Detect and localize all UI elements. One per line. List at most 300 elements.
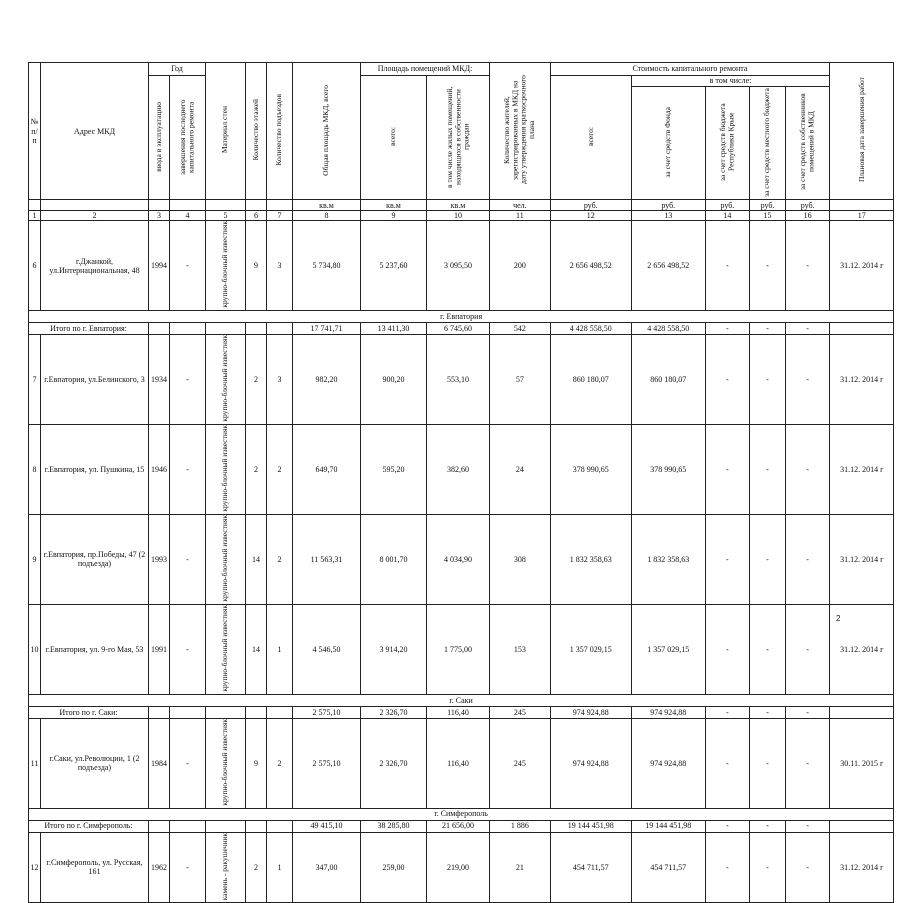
column-number: 4	[170, 211, 206, 221]
wall-material-cell-text: крупно-блочный известняк	[220, 425, 230, 512]
row-number-cell	[29, 514, 41, 604]
cost-total-cell	[550, 221, 631, 311]
residents-cell	[490, 221, 551, 311]
total-label-text: Итого по г. Симферополь:	[44, 821, 133, 831]
row-number-cell	[29, 832, 41, 903]
capital-repair-table	[28, 62, 894, 903]
cost-local-cell-text: -	[766, 464, 769, 474]
total-label	[29, 820, 149, 832]
cost-fund-cell	[631, 820, 705, 832]
cost-total-cell	[550, 323, 631, 335]
planned-date-cell-text: 31.12. 2014 г	[840, 261, 884, 271]
year-last-repair-cell	[170, 718, 206, 808]
total-row	[29, 820, 894, 832]
table-row	[29, 514, 894, 604]
premises-private-cell	[427, 832, 490, 903]
table-row	[29, 335, 894, 425]
entrances-cell	[267, 514, 293, 604]
premises-private-cell	[427, 706, 490, 718]
premises-total-cell-text: 13 411,30	[377, 324, 410, 334]
cost-local-cell-text: -	[766, 707, 769, 717]
cost-local-cell-text: -	[766, 821, 769, 831]
premises-private-cell	[427, 221, 490, 311]
column-number: 12	[550, 211, 631, 221]
cost-owners-cell-text: -	[806, 554, 809, 564]
cost-republic-cell	[705, 820, 749, 832]
address-cell-text: г.Симферополь, ул. Русская, 161	[46, 858, 143, 877]
cost-local-cell	[750, 832, 786, 903]
planned-date-cell-text: 31.12. 2014 г	[840, 464, 884, 474]
cost-total-cell-text: 860 180,07	[572, 375, 609, 385]
cost-total-cell-text: 1 832 358,63	[569, 554, 612, 564]
header-address: Адрес МКД	[41, 63, 149, 200]
column-number: 5	[206, 211, 246, 221]
cost-local-cell	[750, 820, 786, 832]
empty-cell	[246, 820, 267, 832]
premises-total-cell	[361, 221, 427, 311]
residents-cell-text: 245	[513, 707, 526, 717]
year-commission-cell-text: 1934	[151, 375, 167, 385]
column-number: 6	[246, 211, 267, 221]
empty-cell	[830, 323, 894, 335]
residents-cell	[490, 323, 551, 335]
cost-owners-cell	[786, 323, 830, 335]
row-number-cell	[29, 718, 41, 808]
floors-cell-text: 9	[254, 261, 258, 271]
address-cell	[41, 832, 149, 903]
year-last-repair-cell	[170, 604, 206, 694]
entrances-cell	[267, 832, 293, 903]
cost-republic-cell	[705, 718, 749, 808]
column-number: 14	[705, 211, 749, 221]
cost-local-cell	[750, 706, 786, 718]
year-last-repair-cell	[170, 425, 206, 515]
cost-owners-cell	[786, 221, 830, 311]
unit-cell: руб.	[705, 200, 749, 211]
header-entrances: Количество подъездов	[267, 63, 293, 200]
cost-total-cell	[550, 832, 631, 903]
unit-cell: кв.м	[293, 200, 361, 211]
header-floors: Количество этажей	[246, 63, 267, 200]
table-row	[29, 221, 894, 311]
address-cell-text: г.Евпатория, пр.Победы, 47 (2 подъезда)	[43, 550, 146, 569]
unit-cell: руб.	[631, 200, 705, 211]
cost-republic-cell	[705, 604, 749, 694]
cost-republic-cell-text: -	[726, 554, 729, 564]
planned-date-cell	[830, 718, 894, 808]
cost-owners-cell	[786, 514, 830, 604]
empty-cell	[206, 820, 246, 832]
year-commission-cell	[149, 832, 170, 903]
cost-total-cell-text: 19 144 451,98	[567, 821, 614, 831]
empty-cell	[149, 706, 170, 718]
row-number-cell-text: 12	[30, 862, 39, 872]
address-cell-text: г.Евпатория, ул.Белинского, 3	[44, 375, 145, 385]
total-label	[29, 323, 149, 335]
header-num: № п/п	[29, 63, 41, 200]
cost-fund-cell-text: 1 832 358,63	[647, 554, 690, 564]
residents-cell	[490, 604, 551, 694]
empty-cell	[246, 706, 267, 718]
cost-owners-cell-text: -	[806, 464, 809, 474]
unit-cell: руб.	[550, 200, 631, 211]
floors-cell-text: 2	[254, 375, 258, 385]
units-row	[29, 200, 894, 211]
residents-cell	[490, 514, 551, 604]
region-label	[29, 311, 894, 323]
premises-private-cell-text: 1 775,00	[444, 644, 472, 654]
cost-fund-cell-text: 378 990,65	[650, 464, 687, 474]
cost-total-cell-text: 1 357 029,15	[569, 644, 612, 654]
wall-material-cell	[206, 425, 246, 515]
wall-material-cell	[206, 604, 246, 694]
table-row	[29, 832, 894, 903]
cost-local-cell-text: -	[766, 644, 769, 654]
cost-local-cell	[750, 323, 786, 335]
year-commission-cell-text: 1993	[151, 554, 167, 564]
total-area-cell	[293, 832, 361, 903]
year-commission-cell-text: 1994	[151, 261, 167, 271]
address-cell	[41, 514, 149, 604]
cost-fund-cell-text: 860 180,07	[650, 375, 687, 385]
year-commission-cell-text: 1946	[151, 464, 167, 474]
entrances-cell	[267, 335, 293, 425]
header-including: в том числе:	[631, 76, 830, 87]
unit-cell: руб.	[750, 200, 786, 211]
total-area-cell-text: 17 741,71	[310, 324, 343, 334]
wall-material-cell-text: крупно-блочный известняк	[220, 604, 230, 692]
residents-cell	[490, 832, 551, 903]
cost-total-cell-text: 378 990,65	[572, 464, 609, 474]
empty-cell	[170, 706, 206, 718]
cost-fund-cell	[631, 323, 705, 335]
region-label	[29, 808, 894, 820]
entrances-cell	[267, 604, 293, 694]
premises-private-cell	[427, 604, 490, 694]
year-last-repair-cell-text: -	[186, 644, 189, 654]
cost-owners-cell-text: -	[806, 261, 809, 271]
premises-private-cell-text: 219,00	[447, 862, 469, 872]
cost-total-cell	[550, 425, 631, 515]
address-cell-text: г.Саки, ул.Революции, 1 (2 подъезда)	[49, 753, 140, 773]
cost-owners-cell	[786, 425, 830, 515]
cost-owners-cell-text: -	[806, 707, 809, 717]
wall-material-cell	[206, 221, 246, 311]
entrances-cell-text: 1	[277, 862, 282, 872]
cost-republic-cell-text: -	[726, 464, 729, 474]
residents-cell-text: 21	[515, 862, 524, 872]
wall-material-cell	[206, 718, 246, 808]
wall-material-cell-text: камень - ракушечник	[220, 832, 230, 900]
premises-total-cell-text: 5 237,60	[379, 261, 408, 271]
cost-total-cell	[550, 706, 631, 718]
cost-fund-cell	[631, 832, 705, 903]
cost-total-cell	[550, 604, 631, 694]
total-label	[29, 706, 149, 718]
planned-date-cell-text: 31.12. 2014 г	[840, 375, 884, 385]
year-commission-cell	[149, 425, 170, 515]
total-label-text: Итого по г. Саки:	[59, 707, 118, 717]
address-cell	[41, 335, 149, 425]
cost-fund-cell-text: 4 428 558,50	[647, 324, 690, 334]
premises-total-cell	[361, 425, 427, 515]
year-commission-cell-text: 1962	[151, 862, 167, 872]
premises-private-cell-text: 21 656,00	[442, 821, 474, 831]
header-premises-private: в том числе жилых помещений, находящихся в собственности граждан	[427, 76, 490, 200]
premises-private-cell	[427, 514, 490, 604]
year-last-repair-cell	[170, 514, 206, 604]
cost-republic-cell	[705, 323, 749, 335]
premises-private-cell-text: 6 745,60	[444, 324, 472, 334]
year-commission-cell	[149, 221, 170, 311]
cost-total-cell-text: 454 711,57	[572, 862, 609, 872]
residents-cell	[490, 820, 551, 832]
address-cell-text: г.Джанкой, ул.Интернациональная, 48	[49, 256, 140, 275]
premises-private-cell-text: 116,40	[447, 758, 469, 768]
premises-total-cell	[361, 706, 427, 718]
wall-material-cell-text: крупно-блочный известняк	[220, 335, 230, 422]
total-area-cell-text: 649,70	[315, 464, 338, 474]
table-row	[29, 718, 894, 808]
premises-private-cell-text: 553,10	[447, 375, 469, 385]
wall-material-cell	[206, 335, 246, 425]
cost-fund-cell-text: 974 924,88	[650, 707, 687, 717]
year-last-repair-cell-text: -	[186, 554, 189, 564]
cost-local-cell-text: -	[766, 758, 769, 768]
planned-date-cell	[830, 335, 894, 425]
residents-cell-text: 57	[515, 375, 524, 385]
wall-material-cell	[206, 514, 246, 604]
column-numbers-row	[29, 211, 894, 221]
wall-material-cell-text: крупно-блочный известняк	[220, 514, 230, 602]
floors-cell	[246, 514, 267, 604]
year-last-repair-cell-text: -	[186, 375, 189, 385]
cost-local-cell	[750, 514, 786, 604]
header-cost-fund: за счет средств Фонда	[631, 87, 705, 200]
year-commission-cell-text: 1991	[151, 644, 167, 654]
column-number: 7	[267, 211, 293, 221]
entrances-cell-text: 2	[277, 554, 282, 564]
entrances-cell	[267, 718, 293, 808]
unit-cell: кв.м	[361, 200, 427, 211]
cost-owners-cell-text: -	[806, 862, 809, 872]
column-number: 9	[361, 211, 427, 221]
cost-local-cell	[750, 604, 786, 694]
floors-cell	[246, 832, 267, 903]
empty-cell	[830, 820, 894, 832]
cost-local-cell	[750, 718, 786, 808]
year-commission-cell	[149, 604, 170, 694]
year-commission-cell	[149, 335, 170, 425]
cost-owners-cell-text: -	[806, 644, 809, 654]
region-label-text: г. Евпатория	[440, 312, 483, 322]
cost-fund-cell-text: 1 357 029,15	[647, 644, 690, 654]
header-cost-total: всего:	[550, 76, 631, 200]
cost-republic-cell-text: -	[726, 758, 729, 768]
premises-total-cell-text: 38 285,80	[377, 821, 410, 831]
cost-local-cell	[750, 335, 786, 425]
cost-total-cell-text: 974 924,88	[572, 707, 609, 717]
header-year: Год	[149, 63, 206, 76]
column-number: 11	[490, 211, 551, 221]
total-area-cell-text: 2 575,10	[312, 758, 341, 768]
wall-material-cell-text: крупно-блочный известняк	[220, 718, 230, 806]
wall-material-cell-text: крупно-блочный известняк	[220, 221, 230, 309]
residents-cell	[490, 425, 551, 515]
residents-cell-text: 200	[513, 261, 526, 271]
empty-cell	[206, 706, 246, 718]
total-area-cell	[293, 820, 361, 832]
premises-total-cell-text: 595,20	[382, 464, 405, 474]
cost-total-cell	[550, 335, 631, 425]
cost-republic-cell	[705, 335, 749, 425]
empty-cell	[246, 323, 267, 335]
cost-republic-cell	[705, 514, 749, 604]
planned-date-cell-text: 31.12. 2014 г	[840, 554, 884, 564]
empty-cell	[830, 706, 894, 718]
address-cell	[41, 425, 149, 515]
cost-local-cell-text: -	[766, 324, 769, 334]
cost-republic-cell-text: -	[726, 324, 729, 334]
premises-total-cell	[361, 832, 427, 903]
entrances-cell-text: 2	[277, 464, 282, 474]
cost-local-cell	[750, 221, 786, 311]
premises-total-cell-text: 2 326,70	[379, 758, 408, 768]
unit-cell: кв.м	[427, 200, 490, 211]
year-commission-cell	[149, 718, 170, 808]
total-area-cell	[293, 718, 361, 808]
cost-total-cell	[550, 820, 631, 832]
total-area-cell	[293, 604, 361, 694]
cost-republic-cell-text: -	[726, 707, 729, 717]
total-row	[29, 323, 894, 335]
total-area-cell-text: 982,20	[315, 375, 338, 385]
row-number-cell	[29, 335, 41, 425]
residents-cell	[490, 335, 551, 425]
year-commission-cell	[149, 514, 170, 604]
cost-republic-cell-text: -	[726, 821, 729, 831]
row-number-cell	[29, 425, 41, 515]
planned-date-cell-text: 31.12. 2014 г	[840, 644, 884, 654]
total-area-cell-text: 2 575,10	[312, 707, 341, 717]
entrances-cell-text: 3	[277, 375, 282, 385]
floors-cell-text: 14	[252, 644, 260, 654]
cost-local-cell-text: -	[766, 554, 769, 564]
total-area-cell-text: 11 563,31	[310, 554, 343, 564]
year-last-repair-cell-text: -	[186, 862, 189, 872]
residents-cell-text: 153	[513, 644, 526, 654]
cost-owners-cell-text: -	[806, 758, 809, 768]
premises-total-cell	[361, 820, 427, 832]
premises-private-cell	[427, 335, 490, 425]
residents-cell-text: 308	[513, 554, 526, 564]
empty-cell	[149, 820, 170, 832]
cost-republic-cell	[705, 425, 749, 515]
premises-private-cell	[427, 323, 490, 335]
premises-private-cell-text: 3 095,50	[444, 261, 472, 271]
region-row	[29, 311, 894, 323]
residents-cell-text: 542	[513, 324, 526, 334]
cost-total-cell-text: 4 428 558,50	[569, 324, 612, 334]
planned-date-cell	[830, 514, 894, 604]
total-area-cell	[293, 514, 361, 604]
premises-private-cell-text: 382,60	[447, 464, 469, 474]
cost-local-cell	[750, 425, 786, 515]
floors-cell	[246, 425, 267, 515]
table-row	[29, 604, 894, 694]
premises-total-cell-text: 8 001,70	[379, 554, 408, 564]
region-label-text: г. Симферополь	[434, 809, 488, 819]
header-wall-material: Материал стен	[206, 63, 246, 200]
cost-owners-cell	[786, 832, 830, 903]
cost-fund-cell-text: 974 924,88	[650, 758, 687, 768]
cost-owners-cell	[786, 718, 830, 808]
entrances-cell-text: 1	[277, 644, 282, 654]
header-cost-local: за счет средств местного бюджета	[750, 87, 786, 200]
residents-cell-text: 245	[513, 758, 526, 768]
total-area-cell	[293, 221, 361, 311]
cost-republic-cell-text: -	[726, 862, 729, 872]
year-last-repair-cell-text: -	[186, 261, 189, 271]
cost-owners-cell	[786, 820, 830, 832]
year-last-repair-cell-text: -	[186, 464, 189, 474]
planned-date-cell	[830, 832, 894, 903]
total-area-cell	[293, 323, 361, 335]
floors-cell-text: 2	[254, 464, 258, 474]
column-number: 10	[427, 211, 490, 221]
cost-fund-cell-text: 2 656 498,52	[647, 261, 690, 271]
premises-total-cell	[361, 604, 427, 694]
premises-total-cell-text: 259,00	[382, 862, 405, 872]
floors-cell	[246, 335, 267, 425]
header-cost-republic: за счет средств бюджета Республики Крым	[705, 87, 749, 200]
cost-owners-cell-text: -	[806, 324, 809, 334]
premises-total-cell	[361, 323, 427, 335]
floors-cell	[246, 604, 267, 694]
total-area-cell-text: 49 415,10	[310, 821, 343, 831]
planned-date-cell-text: 30.11. 2015 г	[840, 758, 884, 768]
header-planned-date: Плановая дата завершения работ	[830, 63, 894, 200]
cost-total-cell	[550, 718, 631, 808]
cost-owners-cell-text: -	[806, 821, 809, 831]
total-area-cell	[293, 425, 361, 515]
header-cost: Стоимость капитального ремонта	[550, 63, 830, 76]
premises-total-cell	[361, 335, 427, 425]
cost-local-cell-text: -	[766, 375, 769, 385]
entrances-cell	[267, 221, 293, 311]
column-number: 15	[750, 211, 786, 221]
cost-fund-cell-text: 19 144 451,98	[645, 821, 692, 831]
planned-date-cell-text: 31.12. 2014 г	[840, 862, 884, 872]
premises-total-cell	[361, 718, 427, 808]
premises-total-cell	[361, 514, 427, 604]
entrances-cell-text: 2	[277, 758, 282, 768]
table-row	[29, 425, 894, 515]
region-label	[29, 694, 894, 706]
cost-republic-cell-text: -	[726, 644, 729, 654]
entrances-cell	[267, 425, 293, 515]
cost-owners-cell	[786, 706, 830, 718]
residents-cell-text: 1 886	[510, 821, 529, 831]
column-number: 3	[149, 211, 170, 221]
total-area-cell-text: 5 734,80	[312, 261, 341, 271]
total-area-cell	[293, 335, 361, 425]
empty-cell	[267, 323, 293, 335]
total-row	[29, 706, 894, 718]
header-premises-total: всего:	[361, 76, 427, 200]
floors-cell	[246, 221, 267, 311]
cost-owners-cell	[786, 335, 830, 425]
